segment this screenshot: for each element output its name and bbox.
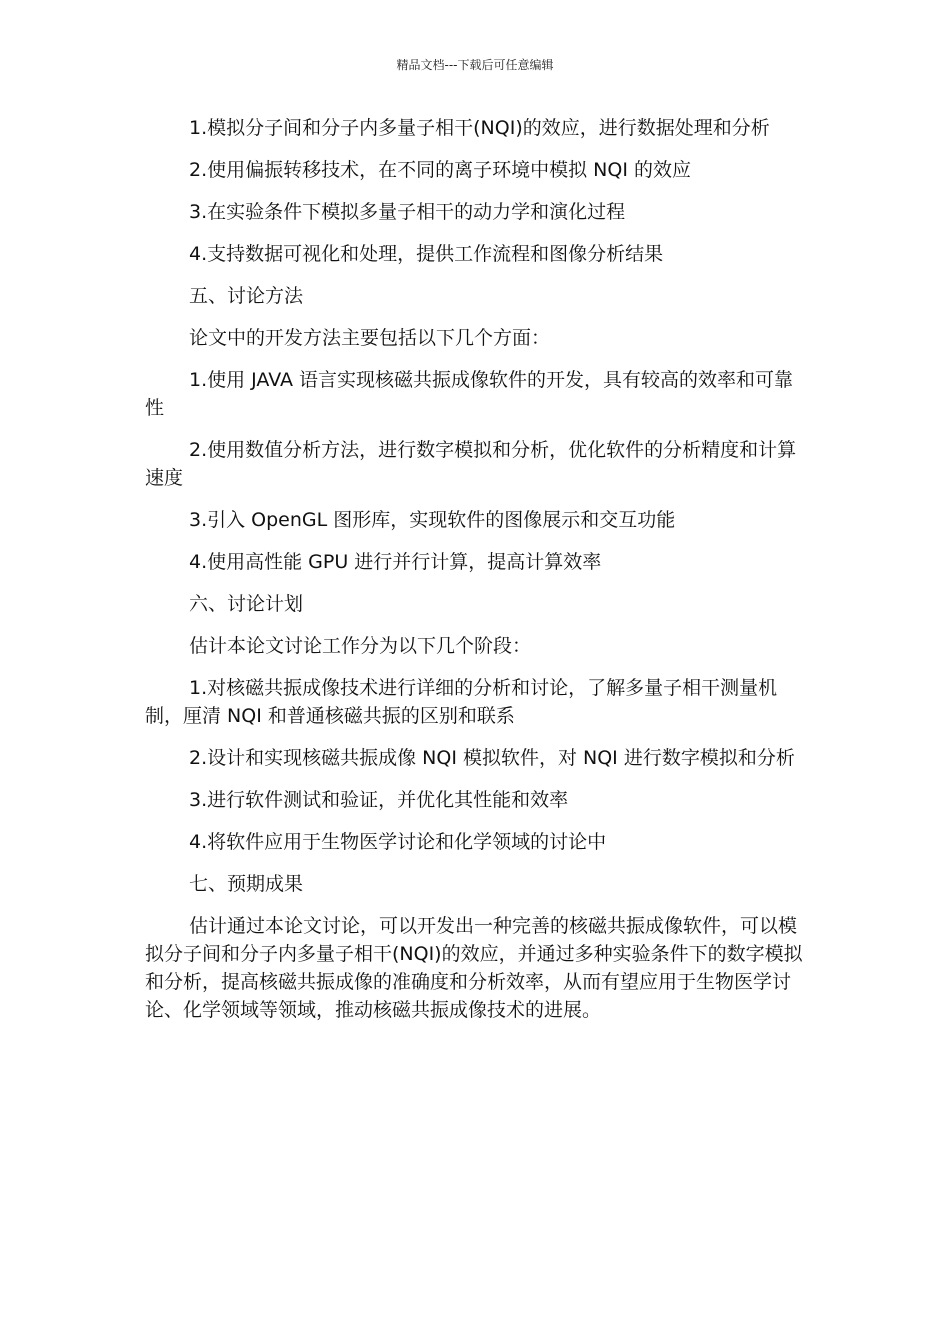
list-item-simulate-nqi: 1.模拟分子间和分子内多量子相干(NQI)的效应，进行数据处理和分析 xyxy=(189,117,770,139)
list-item-polarization-transfer: 2.使用偏振转移技术，在不同的离子环境中模拟 NQI 的效应 xyxy=(189,159,691,181)
list-item-java: 1.使用 JAVA 语言实现核磁共振成像软件的开发，具有较高的效率和可靠性 xyxy=(145,369,794,419)
list-item-analysis: 1.对核磁共振成像技术进行详细的分析和讨论，了解多量子相干测量机制，厘清 NQI 和普通核磁共振的区别和联系 xyxy=(145,677,778,727)
section-heading-results: 七、预期成果 xyxy=(189,873,304,895)
list-item-application: 4.将软件应用于生物医学讨论和化学领域的讨论中 xyxy=(189,831,607,853)
list-item-visualization: 4.支持数据可视化和处理，提供工作流程和图像分析结果 xyxy=(189,243,664,265)
results-paragraph: 估计通过本论文讨论，可以开发出一种完善的核磁共振成像软件，可以模拟分子间和分子内多量子相干(NQI)的效应，并通过多种实验条件下的数字模拟和分析，提高核磁共振成像的准确度和分析效率，从而有望应用于生物医学讨论、化学领域等领域，推动核磁共振成像技术的进展。 xyxy=(145,915,803,1021)
methods-intro: 论文中的开发方法主要包括以下几个方面： xyxy=(189,327,551,349)
document-body xyxy=(145,114,810,1038)
list-item-opengl: 3.引入 OpenGL 图形库，实现软件的图像展示和交互功能 xyxy=(189,509,676,531)
section-heading-methods: 五、讨论方法 xyxy=(189,285,304,307)
list-item-numerical-analysis: 2.使用数值分析方法，进行数字模拟和分析，优化软件的分析精度和计算速度 xyxy=(145,439,797,489)
plan-intro: 估计本论文讨论工作分为以下几个阶段： xyxy=(189,635,532,657)
section-heading-plan: 六、讨论计划 xyxy=(189,593,304,615)
list-item-testing: 3.进行软件测试和验证，并优化其性能和效率 xyxy=(189,789,569,811)
page-header: 精品文档---下载后可任意编辑 xyxy=(396,58,554,72)
list-item-design: 2.设计和实现核磁共振成像 NQI 模拟软件，对 NQI 进行数字模拟和分析 xyxy=(189,747,795,769)
list-item-gpu: 4.使用高性能 GPU 进行并行计算，提高计算效率 xyxy=(189,551,602,573)
list-item-dynamics: 3.在实验条件下模拟多量子相干的动力学和演化过程 xyxy=(189,201,626,223)
